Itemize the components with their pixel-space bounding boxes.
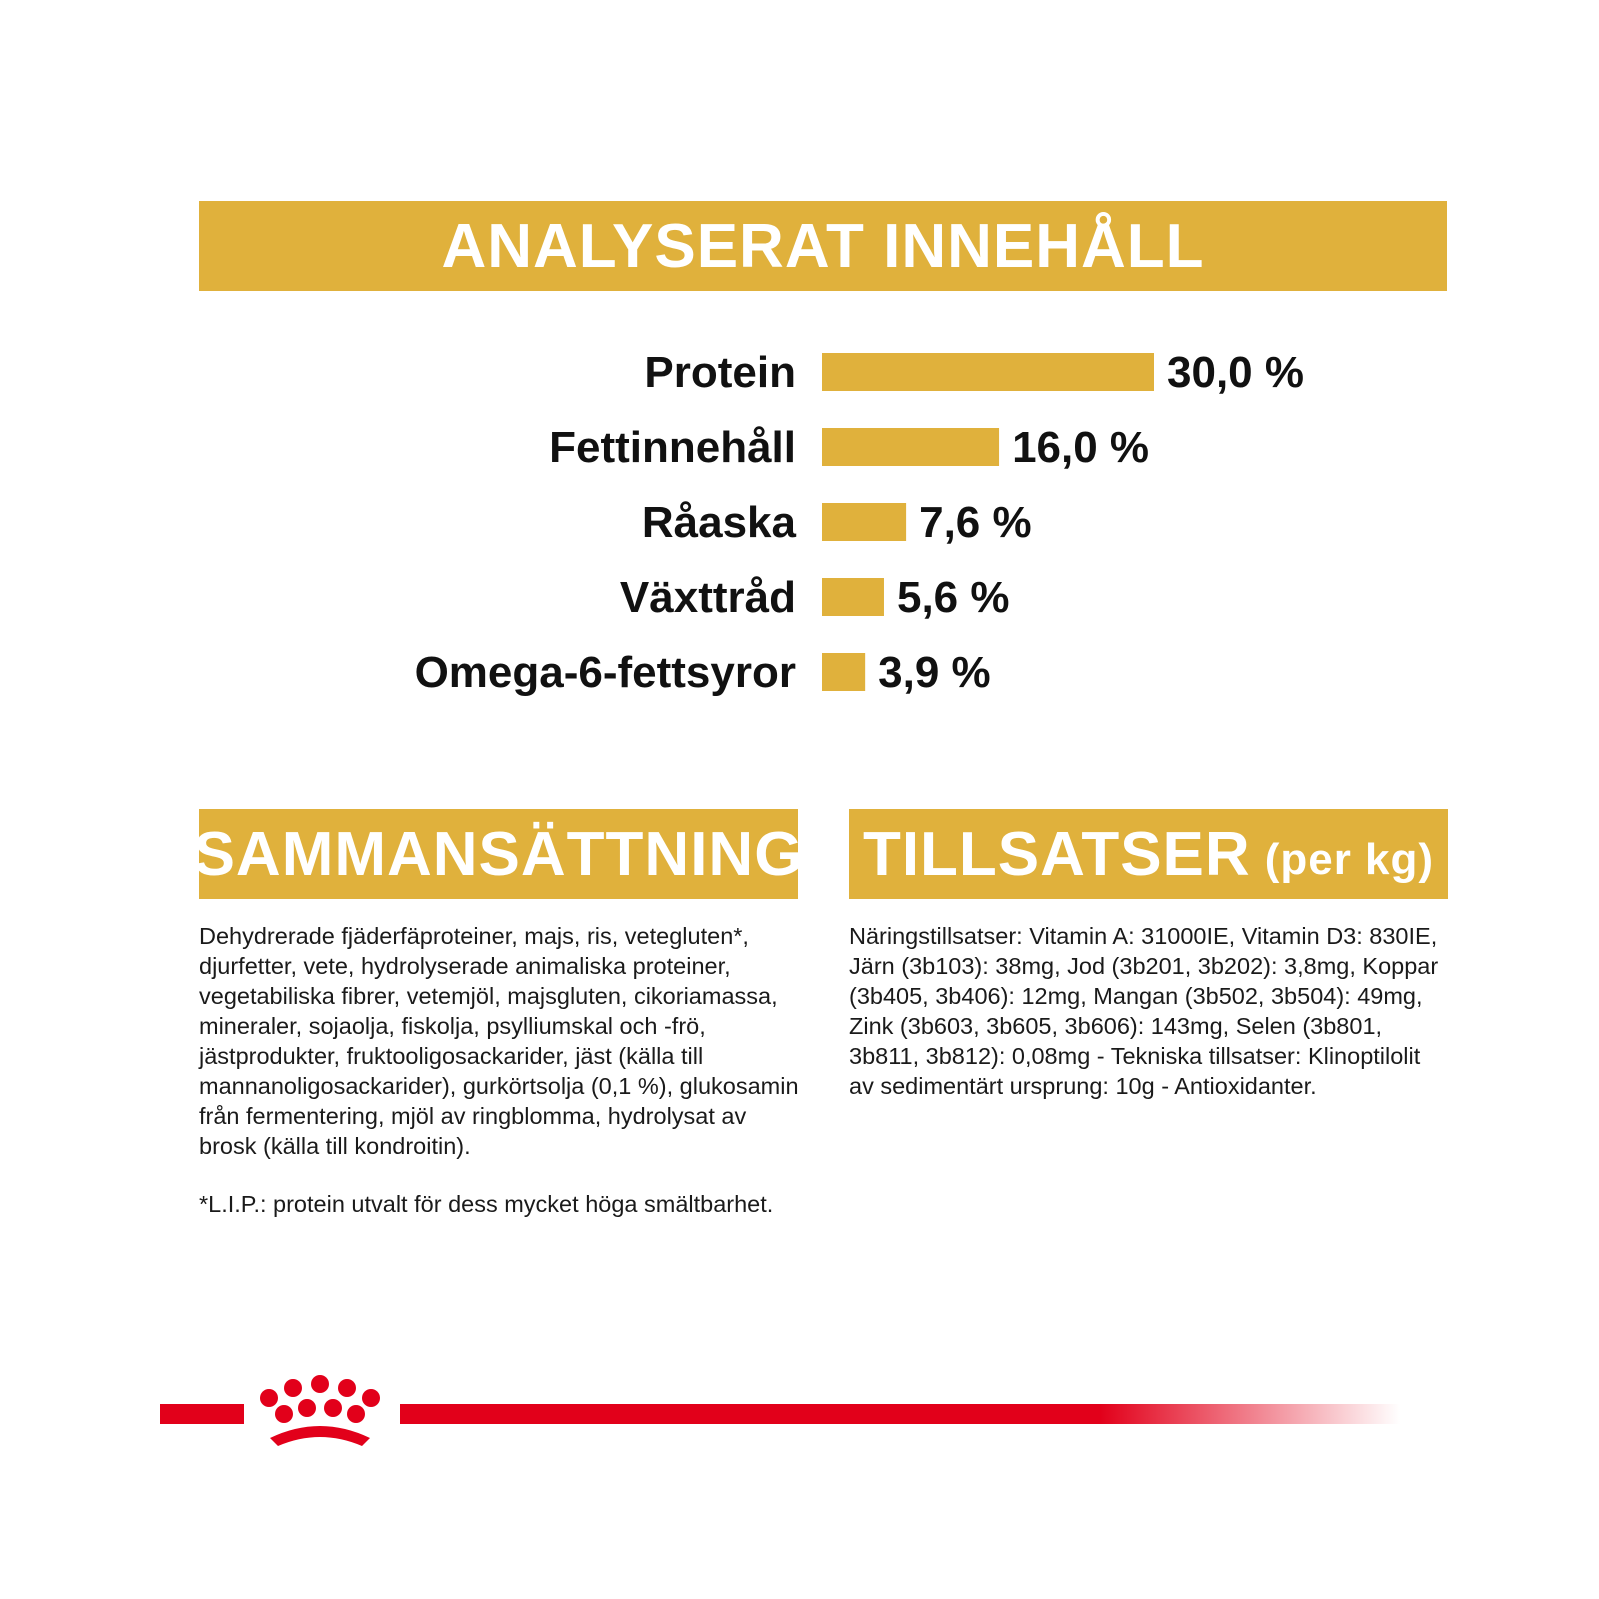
value-label: 16,0 % <box>1012 423 1150 472</box>
crown-logo-icon <box>260 1375 380 1446</box>
value-label: 30,0 % <box>1167 348 1304 397</box>
composition-banner <box>193 809 804 899</box>
category-label: Växttråd <box>619 573 796 622</box>
nutrient-bar-chart <box>0 330 1599 730</box>
bar <box>822 503 906 541</box>
composition-text: Dehydrerade fjäderfäproteiner, majs, ris, vetegluten*, djurfetter, vete, hydrolyserade animaliska proteiner, vegetabiliska fibrer, vetemjöl, majsgluten, cikoriamassa, mineraler, sojaolja, fiskolja, psylliumskal och -frö, jästprodukter, fruktooligosackarider, jäst (källa till mannanoligosackarider), gurkörtsolja (0,1 %), glukosamin från fermentering, mjöl av ringblomma, hydrolysat av brosk (källa till kondroitin). <box>199 923 799 1159</box>
category-label: Fettinnehåll <box>549 423 796 472</box>
composition-title: SAMMANSÄTTNING <box>193 819 804 889</box>
value-label: 3,9 % <box>878 648 991 697</box>
bar <box>822 653 865 691</box>
composition-footnote: *L.I.P.: protein utvalt för dess mycket höga smältbarhet. <box>199 1191 774 1217</box>
additives-title: TILLSATSER <box>862 819 1251 889</box>
category-label: Råaska <box>641 498 796 547</box>
bar <box>822 578 884 616</box>
value-label: 5,6 % <box>896 573 1010 622</box>
category-label: Protein <box>644 348 796 397</box>
brand-strip <box>0 1370 1599 1470</box>
category-label: Omega-6-fettsyror <box>414 648 796 697</box>
value-label: 7,6 % <box>919 498 1032 547</box>
bar <box>822 353 1154 391</box>
analysis-title: ANALYSERAT INNEHÅLL <box>441 211 1205 281</box>
additives-subtitle: (per kg) <box>1264 835 1435 884</box>
brand-line-left <box>160 1404 244 1424</box>
analysis-banner <box>199 201 1447 291</box>
additives-text: Näringstillsatser: Vitamin A: 31000IE, Vitamin D3: 830IE, Järn (3b103): 38mg, Jod (3b201, 3b202): 3,8mg, Koppar (3b405, 3b406): 12mg, Mangan (3b502, 3b504): 49mg, Zink (3b603, 3b605, 3b606): 143mg, Selen (3b801, 3b811, 3b812): 0,08mg - Tekniska tillsatser: Klinoptilolit av sedimentärt ursprung: 10g - Antioxidanter. <box>849 923 1439 1099</box>
additives-banner <box>849 809 1448 899</box>
bar <box>822 428 999 466</box>
brand-line-right <box>400 1404 1400 1424</box>
